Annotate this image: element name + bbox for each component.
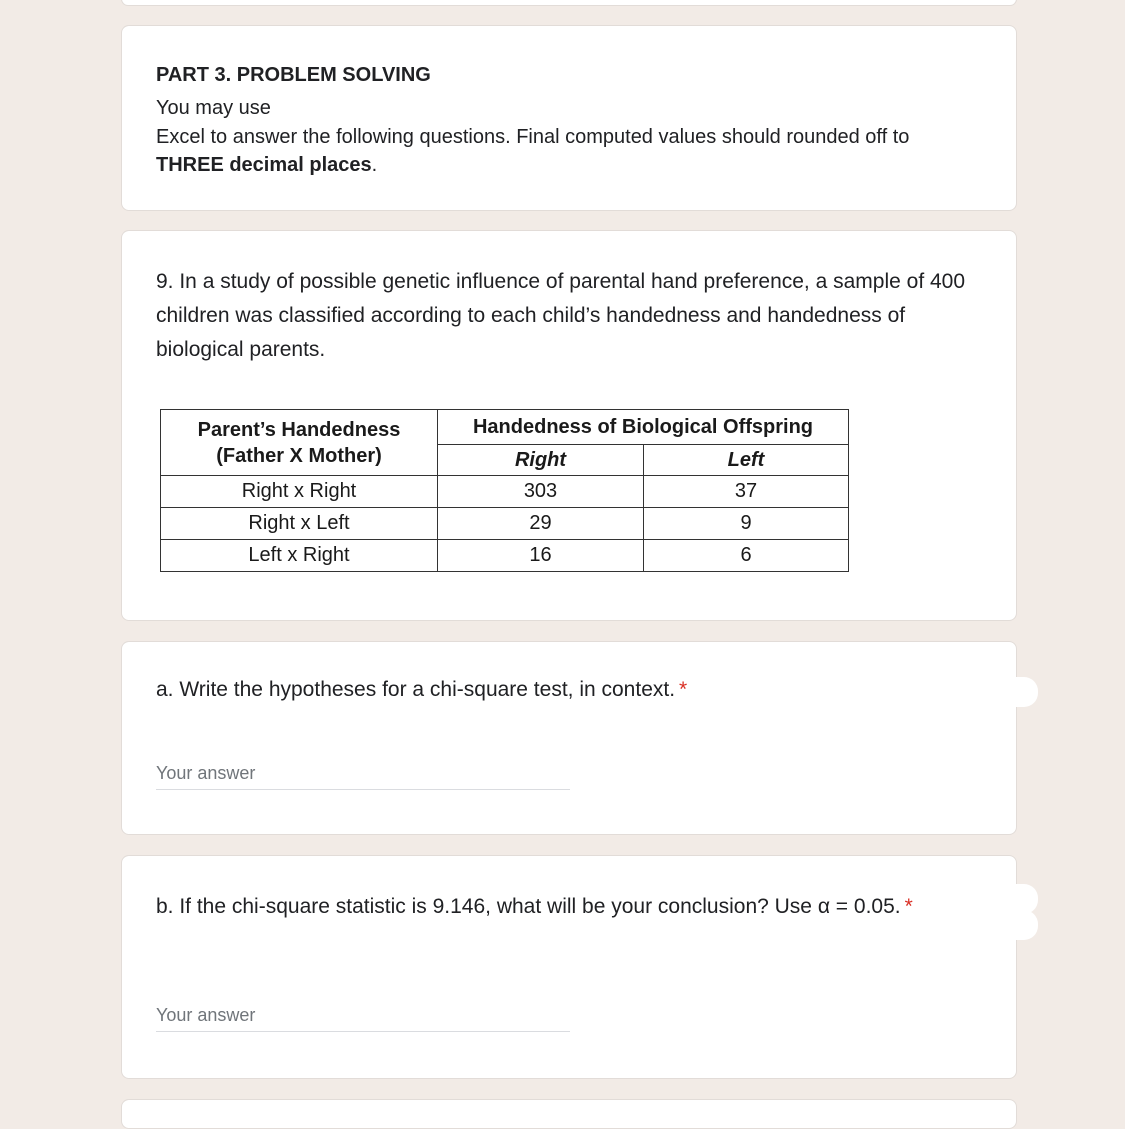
description-emphasis: THREE decimal places bbox=[156, 154, 372, 176]
question-a-text bbox=[156, 678, 687, 702]
table-header-parent bbox=[161, 410, 438, 476]
floating-toolbar-edge bbox=[1016, 910, 1038, 940]
section-title: PART 3. PROBLEM SOLVING bbox=[156, 64, 431, 86]
answer-input-a[interactable] bbox=[156, 757, 570, 790]
handedness-table bbox=[160, 409, 849, 572]
question-b-card bbox=[121, 855, 1017, 1079]
previous-card-edge bbox=[121, 0, 1017, 6]
table-cell-parent: Left x Right bbox=[161, 540, 438, 572]
table-subheader-left: Left bbox=[644, 445, 849, 476]
question-b-label: b. If the chi-square statistic is 9.146, what will be your conclusion? Use α = 0.05. bbox=[156, 895, 901, 918]
section-description bbox=[156, 94, 976, 180]
table-cell-right: 29 bbox=[438, 508, 644, 540]
question-b-text bbox=[156, 890, 946, 924]
table-cell-right: 303 bbox=[438, 476, 644, 508]
table-header-offspring: Handedness of Biological Offspring bbox=[438, 410, 849, 445]
table-cell-left: 37 bbox=[644, 476, 849, 508]
floating-toolbar-edge bbox=[1016, 677, 1038, 707]
description-period: . bbox=[371, 154, 378, 176]
answer-input-b[interactable] bbox=[156, 999, 570, 1032]
table-row bbox=[161, 476, 849, 508]
required-asterisk: * bbox=[679, 678, 688, 701]
table-subheader-right: Right bbox=[438, 445, 644, 476]
description-line-1: You may use bbox=[156, 97, 271, 119]
table-cell-right: 16 bbox=[438, 540, 644, 572]
question-a-label: a. Write the hypotheses for a chi-square test, in context. bbox=[156, 678, 676, 701]
required-asterisk: * bbox=[904, 895, 913, 918]
question-9-text: 9. In a study of possible genetic influence of parental hand preference, a sample of 400 children was classified according to each child’s handedness and handedness of biological parents. bbox=[156, 270, 966, 361]
table-row bbox=[161, 540, 849, 572]
table-cell-parent: Right x Left bbox=[161, 508, 438, 540]
question-9-card bbox=[121, 230, 1017, 621]
table-cell-left: 6 bbox=[644, 540, 849, 572]
table-header-parent-line1: Parent’s Handedness bbox=[197, 418, 401, 441]
table-cell-left: 9 bbox=[644, 508, 849, 540]
description-line-2: Excel to answer the following questions. Final computed values should rounded off to bbox=[156, 125, 910, 148]
question-a-card bbox=[121, 641, 1017, 835]
section-header-card bbox=[121, 25, 1017, 211]
table-header-parent-line2: (Father X Mother) bbox=[216, 444, 382, 467]
table-cell-parent: Right x Right bbox=[161, 476, 438, 508]
table-row bbox=[161, 508, 849, 540]
next-card-edge bbox=[121, 1099, 1017, 1129]
